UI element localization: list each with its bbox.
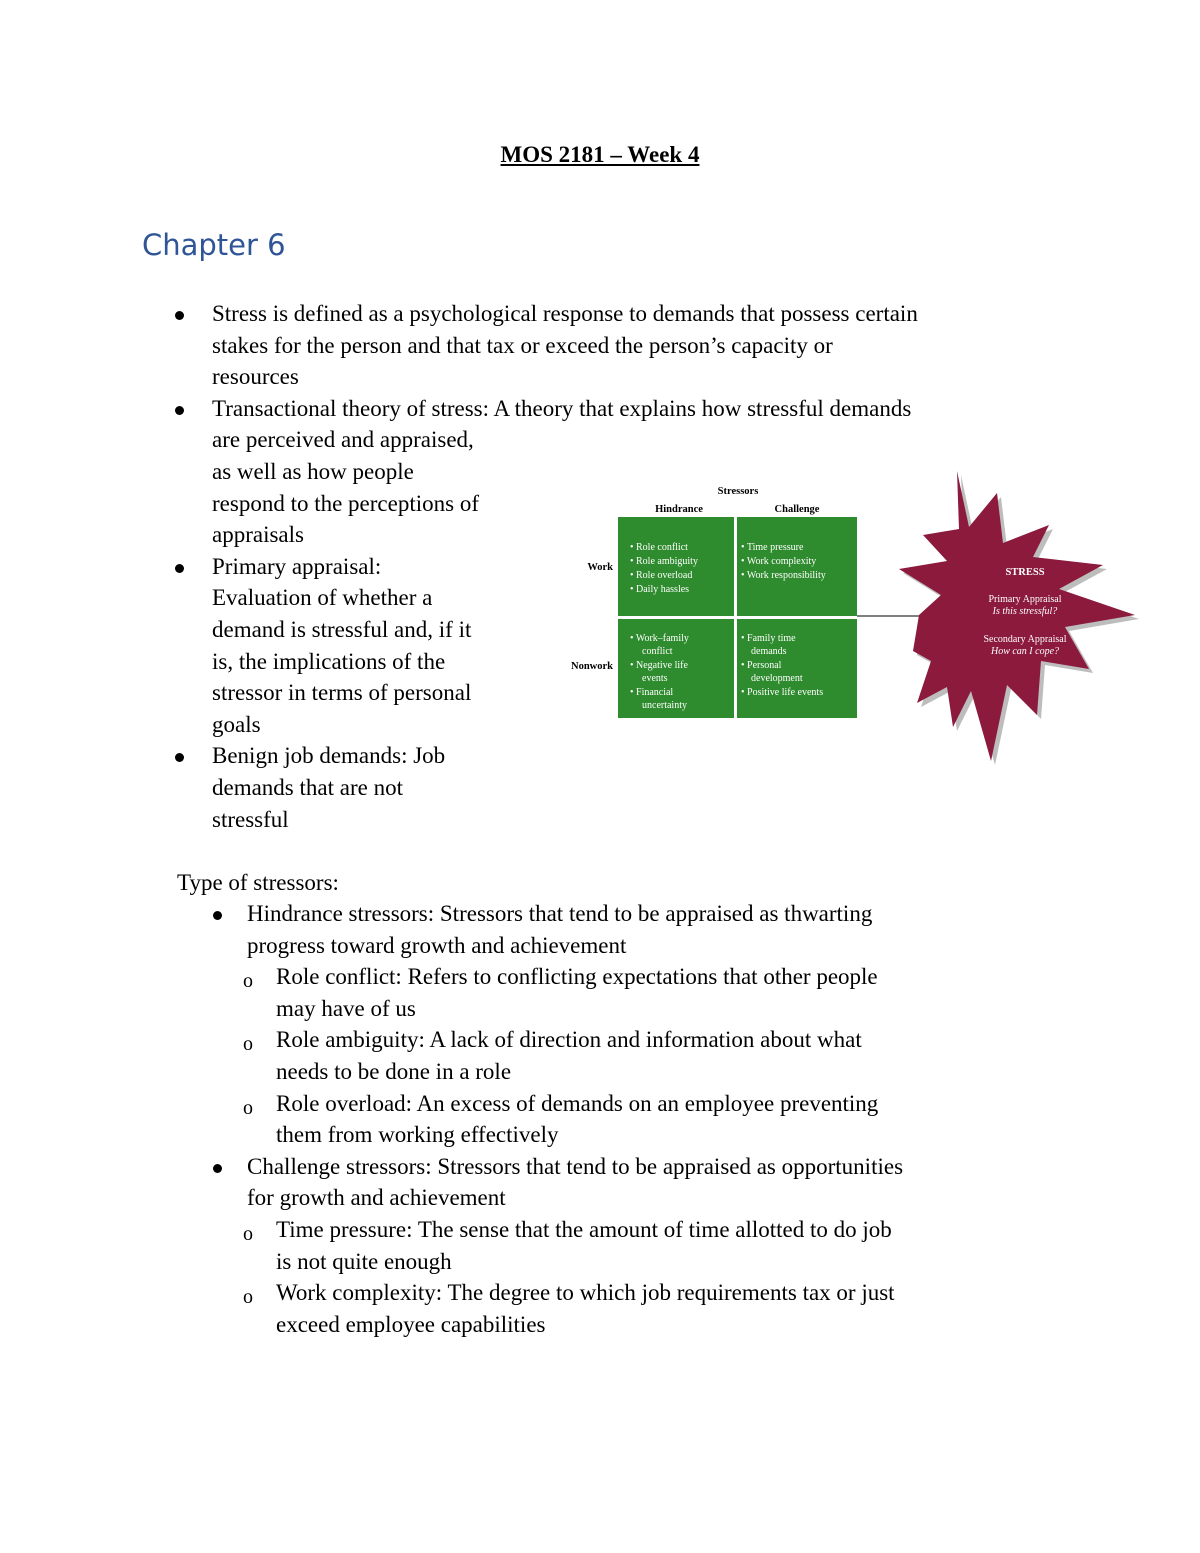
cell-text: • Daily hassles [630,584,690,595]
text-line: resources [212,364,299,390]
text-line: respond to the perceptions of [212,490,479,516]
cell-text: conflict [642,646,673,657]
cell-text: uncertainty [642,700,687,711]
cell-text: events [642,673,668,684]
text-line: demand is stressful and, if it [212,616,472,642]
list-item [205,898,1045,961]
text-line: for growth and achievement [247,1185,506,1211]
cell-text: • Role conflict [630,542,688,553]
text-line: Time pressure: The sense that the amount of time allotted to do job [276,1216,892,1242]
text-line: Role overload: An excess of demands on an employee preventing [276,1090,879,1116]
circle-bullet-icon: o [243,970,253,993]
bullet-icon [175,564,184,573]
column-label-hindrance: Hindrance [655,504,703,515]
sublist [205,1214,1045,1340]
cell-text: • Work–family [630,633,689,644]
chapter-heading: Chapter 6 [142,228,286,262]
secondary-appraisal-label: Secondary Appraisal [983,634,1067,645]
sublist-container [205,1214,1045,1340]
circle-bullet-icon: o [243,1033,253,1056]
text-line: Challenge stressors: Stressors that tend to be appraised as opportunities [247,1153,904,1179]
primary-appraisal-label: Primary Appraisal [988,594,1062,605]
text-line: goals [212,711,261,737]
sublist-item [205,1088,1045,1151]
circle-bullet-icon: o [243,1222,253,1245]
cell-text: demands [751,646,787,657]
figure-header: Stressors [717,486,759,497]
sublist [205,961,1045,1151]
sublist-item [205,1277,1045,1340]
cell-text: • Work complexity [741,556,817,567]
cell-text: • Work responsibility [741,570,826,581]
cell-text: • Role ambiguity [630,556,698,567]
bullet-icon [175,406,184,415]
list-item [170,551,542,741]
text-line: as well as how people [212,458,414,484]
sublist-item [205,961,1045,1024]
sublist-item [205,1024,1045,1087]
list-item [170,740,542,835]
text-line: Evaluation of whether a [212,585,433,611]
text-line: Primary appraisal: [212,553,382,579]
circle-bullet-icon: o [243,1096,253,1119]
text-line: Hindrance stressors: Stressors that tend to be appraised as thwarting [247,901,873,926]
list-item [170,298,1072,393]
page-title: MOS 2181 – Week 4 [500,142,700,167]
text-line: progress toward growth and achievement [247,932,627,958]
bullet-icon [213,1164,222,1173]
text-line: exceed employee capabilities [276,1311,546,1337]
bullet-icon [175,753,184,762]
text-line: stakes for the person and that tax or exceed the person’s capacity or [212,332,833,358]
cell-text: development [751,673,803,684]
text-line: Transactional theory of stress: A theory that explains how stressful demands [212,395,912,421]
text-line: are perceived and appraised, [212,427,474,453]
row-label-nonwork: Nonwork [570,661,613,672]
list-item [205,1151,1045,1214]
text-line: them from working effectively [276,1122,559,1148]
text-line: Benign job demands: Job [212,743,446,769]
secondary-appraisal-question: How can I cope? [990,646,1060,657]
bullet-icon [213,911,222,920]
cell-text: • Role overload [630,570,693,581]
text-line: Stress is defined as a psychological response to demands that possess certain [212,301,918,326]
text-line: may have of us [276,995,416,1021]
text-line: needs to be done in a role [276,1058,512,1084]
text-line: demands that are not [212,774,403,800]
stressor-type-list [205,898,1045,1340]
text-line: is not quite enough [276,1248,452,1274]
text-line: Role conflict: Refers to conflicting expectations that other people [276,964,878,990]
primary-appraisal-question: Is this stressful? [992,606,1058,617]
bullet-icon [175,311,184,320]
stress-title: STRESS [1005,567,1045,578]
sublist-item [205,1214,1045,1277]
circle-bullet-icon: o [243,1286,253,1309]
column-label-challenge: Challenge [774,504,820,515]
text-line: Work complexity: The degree to which job requirements tax or just [276,1280,895,1306]
cell-text: • Family time [741,633,796,644]
text-line: appraisals [212,522,304,548]
row-label-work: Work [587,562,613,573]
stressors-figure [555,465,1140,770]
text-line: stressor in terms of personal [212,680,472,706]
cell-text: • Time pressure [741,542,804,553]
section-heading: Type of stressors: [177,870,339,895]
cell-text: • Positive life events [741,687,824,698]
text-line: stressful [212,806,289,832]
cell-text: • Personal [741,660,782,671]
cell-text: • Financial [630,687,674,698]
text-line: is, the implications of the [212,648,446,674]
text-line: Role ambiguity: A lack of direction and information about what [276,1027,862,1053]
cell-text: • Negative life [630,660,688,671]
sublist-container [205,961,1045,1151]
